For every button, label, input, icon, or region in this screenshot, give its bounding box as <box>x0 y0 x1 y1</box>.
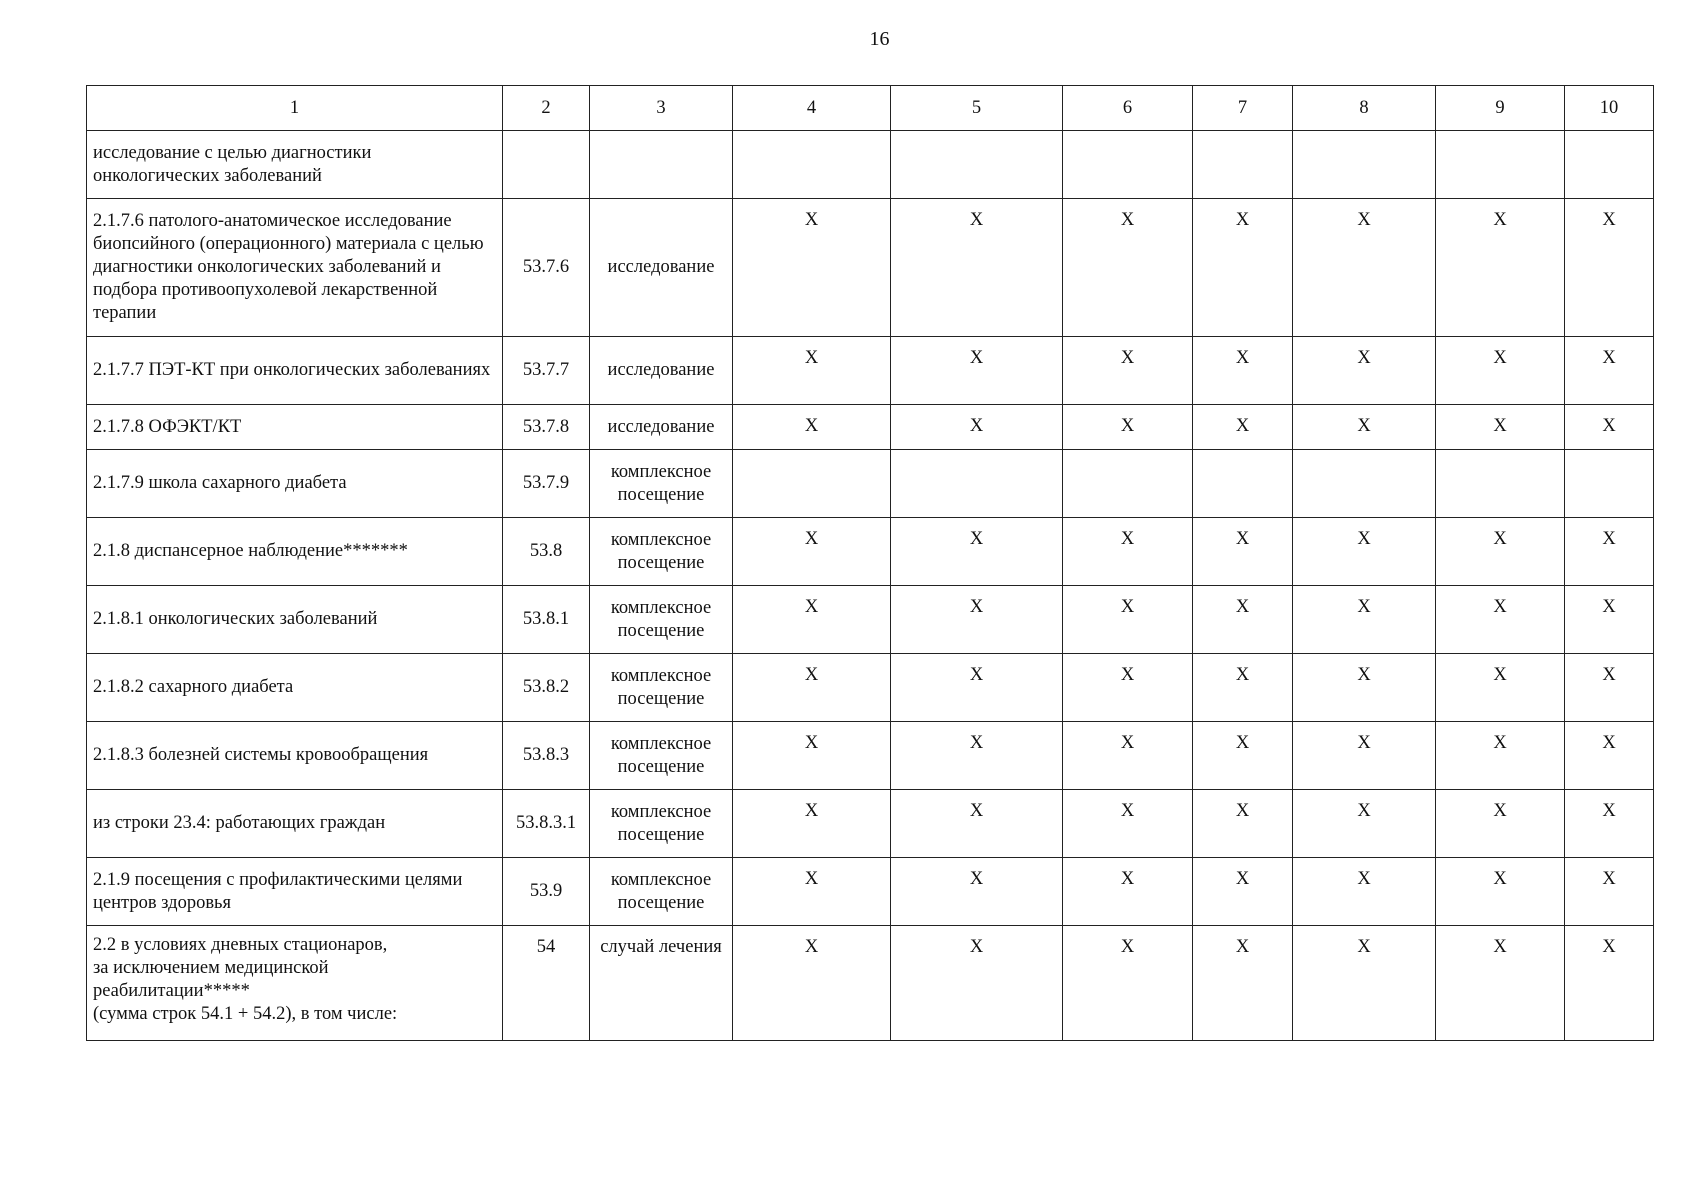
row-mark: X <box>1193 858 1293 926</box>
row-mark <box>1436 450 1565 518</box>
row-mark <box>1565 450 1654 518</box>
column-header: 3 <box>590 86 733 131</box>
row-name: 2.1.9 посещения с профилактическими целями центров здоровья <box>87 858 503 926</box>
row-mark: X <box>1293 722 1436 790</box>
row-mark: X <box>1565 337 1654 405</box>
row-mark: X <box>1063 654 1193 722</box>
table-row <box>87 131 1654 199</box>
row-mark: X <box>1193 199 1293 337</box>
row-unit: комплексное посещение <box>590 722 733 790</box>
column-header: 1 <box>87 86 503 131</box>
row-mark: X <box>1193 337 1293 405</box>
row-mark <box>1193 131 1293 199</box>
row-unit: комплексное посещение <box>590 518 733 586</box>
table-row <box>87 654 1654 722</box>
row-code: 53.8.3 <box>503 722 590 790</box>
column-header: 6 <box>1063 86 1193 131</box>
row-mark <box>1293 131 1436 199</box>
row-mark <box>1063 131 1193 199</box>
row-mark: X <box>1293 654 1436 722</box>
row-mark: X <box>1293 199 1436 337</box>
row-mark: X <box>733 858 891 926</box>
row-mark: X <box>1565 199 1654 337</box>
row-code: 53.7.8 <box>503 405 590 450</box>
row-mark: X <box>1293 790 1436 858</box>
row-mark: X <box>733 405 891 450</box>
row-code <box>503 131 590 199</box>
row-unit <box>590 131 733 199</box>
row-mark: X <box>733 337 891 405</box>
row-mark: X <box>891 405 1063 450</box>
row-mark: X <box>1565 790 1654 858</box>
row-mark: X <box>733 199 891 337</box>
row-mark: X <box>1063 926 1193 1041</box>
row-name: 2.1.8 диспансерное наблюдение******* <box>87 518 503 586</box>
row-mark: X <box>891 722 1063 790</box>
row-code: 53.8.2 <box>503 654 590 722</box>
row-mark: X <box>1193 405 1293 450</box>
row-mark <box>891 131 1063 199</box>
row-mark: X <box>1565 518 1654 586</box>
table-row <box>87 518 1654 586</box>
row-mark: X <box>1293 586 1436 654</box>
row-mark: X <box>733 926 891 1041</box>
row-name: 2.1.7.7 ПЭТ-КТ при онкологических заболеваниях <box>87 337 503 405</box>
table-row <box>87 858 1654 926</box>
row-mark: X <box>1193 654 1293 722</box>
row-name: 2.1.7.6 патолого-анатомическое исследование биопсийного (операционного) материала с целью диагностики онкологических заболеваний и подбора противоопухолевой лекарственной терапии <box>87 199 503 337</box>
row-code: 53.9 <box>503 858 590 926</box>
row-code: 53.8.3.1 <box>503 790 590 858</box>
row-mark <box>733 450 891 518</box>
column-header: 5 <box>891 86 1063 131</box>
row-mark: X <box>1565 586 1654 654</box>
column-header: 10 <box>1565 86 1654 131</box>
row-unit: исследование <box>590 199 733 337</box>
row-code: 53.8 <box>503 518 590 586</box>
row-name: 2.1.7.8 ОФЭКТ/КТ <box>87 405 503 450</box>
row-mark: X <box>1063 586 1193 654</box>
row-mark: X <box>1565 722 1654 790</box>
column-header: 7 <box>1193 86 1293 131</box>
row-mark: X <box>891 790 1063 858</box>
row-mark: X <box>1565 926 1654 1041</box>
row-mark: X <box>1063 858 1193 926</box>
row-mark: X <box>733 790 891 858</box>
row-mark: X <box>1436 518 1565 586</box>
row-unit: комплексное посещение <box>590 586 733 654</box>
row-name: 2.1.8.3 болезней системы кровообращения <box>87 722 503 790</box>
table-row <box>87 337 1654 405</box>
column-header: 8 <box>1293 86 1436 131</box>
row-mark: X <box>1293 518 1436 586</box>
table-row <box>87 926 1654 1041</box>
row-mark <box>733 131 891 199</box>
row-mark: X <box>1293 858 1436 926</box>
row-code: 53.7.7 <box>503 337 590 405</box>
table-row <box>87 790 1654 858</box>
row-name: 2.1.8.1 онкологических заболеваний <box>87 586 503 654</box>
row-mark: X <box>1193 518 1293 586</box>
row-mark: X <box>1436 405 1565 450</box>
row-mark: X <box>1193 722 1293 790</box>
row-mark: X <box>1436 199 1565 337</box>
page-number: 16 <box>869 28 890 50</box>
row-unit: исследование <box>590 337 733 405</box>
row-mark: X <box>891 654 1063 722</box>
table-row <box>87 199 1654 337</box>
row-mark <box>891 450 1063 518</box>
row-unit: комплексное посещение <box>590 654 733 722</box>
row-mark: X <box>1063 337 1193 405</box>
row-mark: X <box>1063 518 1193 586</box>
row-mark: X <box>891 199 1063 337</box>
row-mark: X <box>1193 926 1293 1041</box>
row-name-line: за исключением медицинской <box>93 958 329 978</box>
row-name: 2.1.7.9 школа сахарного диабета <box>87 450 503 518</box>
row-name <box>87 926 503 1041</box>
row-code: 53.8.1 <box>503 586 590 654</box>
row-mark: X <box>1293 337 1436 405</box>
row-mark: X <box>1565 858 1654 926</box>
row-mark: X <box>733 654 891 722</box>
row-name: исследование с целью диагностики онкологических заболеваний <box>87 131 503 199</box>
row-mark: X <box>1436 337 1565 405</box>
row-mark: X <box>733 586 891 654</box>
row-unit: исследование <box>590 405 733 450</box>
row-code: 53.7.6 <box>503 199 590 337</box>
row-mark: X <box>891 518 1063 586</box>
row-mark: X <box>1063 405 1193 450</box>
row-mark <box>1436 131 1565 199</box>
table-row <box>87 722 1654 790</box>
row-name-line: реабилитации***** <box>93 981 250 1001</box>
table-row <box>87 586 1654 654</box>
row-unit: комплексное посещение <box>590 858 733 926</box>
row-mark: X <box>1193 586 1293 654</box>
row-mark: X <box>1436 858 1565 926</box>
row-mark: X <box>891 586 1063 654</box>
row-mark: X <box>891 337 1063 405</box>
row-mark: X <box>1436 586 1565 654</box>
row-mark: X <box>733 518 891 586</box>
row-mark: X <box>1063 722 1193 790</box>
row-code: 53.7.9 <box>503 450 590 518</box>
row-mark: X <box>1193 790 1293 858</box>
row-mark: X <box>1063 199 1193 337</box>
row-mark: X <box>1565 654 1654 722</box>
row-mark <box>1293 450 1436 518</box>
column-header: 4 <box>733 86 891 131</box>
row-unit: комплексное посещение <box>590 450 733 518</box>
row-mark: X <box>1436 926 1565 1041</box>
row-mark: X <box>891 858 1063 926</box>
column-header: 9 <box>1436 86 1565 131</box>
row-name: из строки 23.4: работающих граждан <box>87 790 503 858</box>
row-mark: X <box>1565 405 1654 450</box>
row-name: 2.1.8.2 сахарного диабета <box>87 654 503 722</box>
row-code: 54 <box>503 926 590 1041</box>
row-name-line: (сумма строк 54.1 + 54.2), в том числе: <box>93 1004 398 1024</box>
row-mark: X <box>891 926 1063 1041</box>
row-mark: X <box>1063 790 1193 858</box>
row-unit: комплексное посещение <box>590 790 733 858</box>
row-mark: X <box>733 722 891 790</box>
column-header: 2 <box>503 86 590 131</box>
row-mark: X <box>1436 790 1565 858</box>
row-mark: X <box>1293 405 1436 450</box>
table-row <box>87 450 1654 518</box>
row-mark: X <box>1436 654 1565 722</box>
table-row <box>87 405 1654 450</box>
data-table <box>86 85 1654 1041</box>
row-name-line: 2.2 в условиях дневных стационаров, <box>93 935 388 955</box>
row-mark: X <box>1436 722 1565 790</box>
row-mark: X <box>1293 926 1436 1041</box>
row-mark <box>1063 450 1193 518</box>
row-mark <box>1193 450 1293 518</box>
column-number-row <box>87 86 1654 131</box>
row-unit: случай лечения <box>590 926 733 1041</box>
row-mark <box>1565 131 1654 199</box>
